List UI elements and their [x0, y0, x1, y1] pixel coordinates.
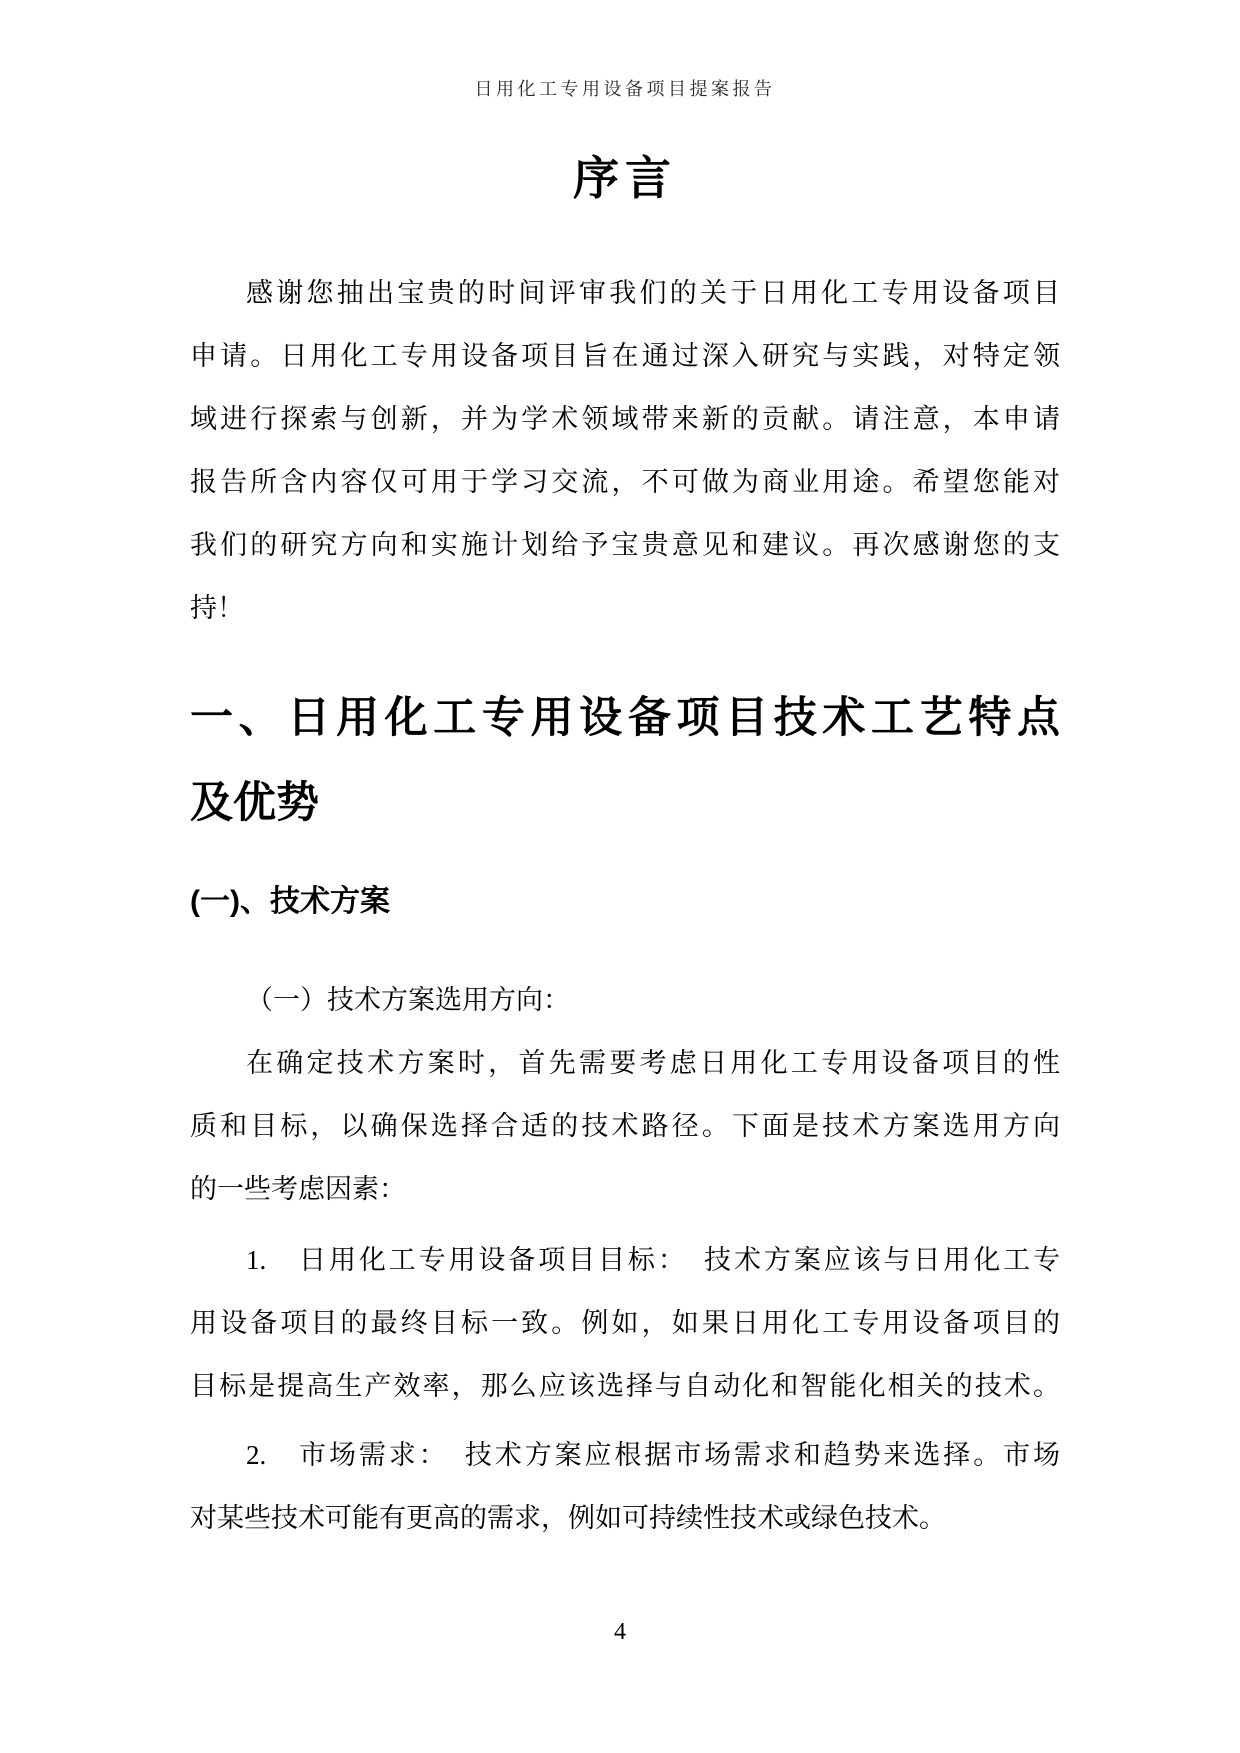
text-line: 1. 日用化工专用设备项目目标： 技术方案应该与日用化工专 — [246, 1245, 1060, 1275]
paragraph-item-1-goal — [190, 1229, 1060, 1418]
text-line: 申请。日用化工专用设备项目旨在通过深入研究与实践，对特定领 — [190, 341, 1060, 371]
text-line: 用设备项目的最终目标一致。例如，如果日用化工专用设备项目的 — [190, 1308, 1060, 1338]
text-line: （一）技术方案选用方向： — [246, 985, 570, 1015]
text-line: 在确定技术方案时，首先需要考虑日用化工专用设备项目的性 — [246, 1048, 1060, 1078]
text-line: 对某些技术可能有更高的需求，例如可持续性技术或绿色技术。 — [190, 1503, 946, 1533]
paragraph-item-2-market — [190, 1424, 1060, 1550]
text-line: 2. 市场需求： 技术方案应根据市场需求和趋势来选择。市场 — [246, 1440, 1060, 1470]
text-line: 报告所含内容仅可用于学习交流，不可做为商业用途。希望您能对 — [190, 467, 1060, 497]
text-line: 的一些考虑因素： — [190, 1174, 406, 1204]
page-content-column — [190, 0, 1060, 1550]
text-line: 持！ — [190, 593, 244, 623]
section-1-heading — [190, 676, 1060, 846]
text-line: 域进行探索与创新，并为学术领域带来新的贡献。请注意，本申请 — [190, 404, 1060, 434]
text-line: 及优势 — [190, 779, 319, 827]
paragraph-scheme-intro — [190, 1032, 1060, 1221]
subsection-1-1-heading: (一)、技术方案 — [190, 885, 390, 918]
text-line: 我们的研究方向和实施计划给予宝贵意见和建议。再次感谢您的支 — [190, 530, 1060, 560]
text-line: 一、日用化工专用设备项目技术工艺特点 — [190, 694, 1060, 742]
text-line: 感谢您抽出宝贵的时间评审我们的关于日用化工专用设备项目 — [246, 278, 1060, 308]
paragraph-scheme-direction — [190, 969, 1060, 1032]
text-line: 目标是提高生产效率，那么应该选择与自动化和智能化相关的技术。 — [190, 1371, 1060, 1401]
text-line: 质和目标，以确保选择合适的技术路径。下面是技术方案选用方向 — [190, 1111, 1060, 1141]
preface-title: 序言 — [573, 152, 677, 204]
page-number: 4 — [614, 1619, 626, 1645]
preface-paragraph — [190, 262, 1060, 640]
running-header: 日用化工专用设备项目提案报告 — [474, 79, 776, 99]
